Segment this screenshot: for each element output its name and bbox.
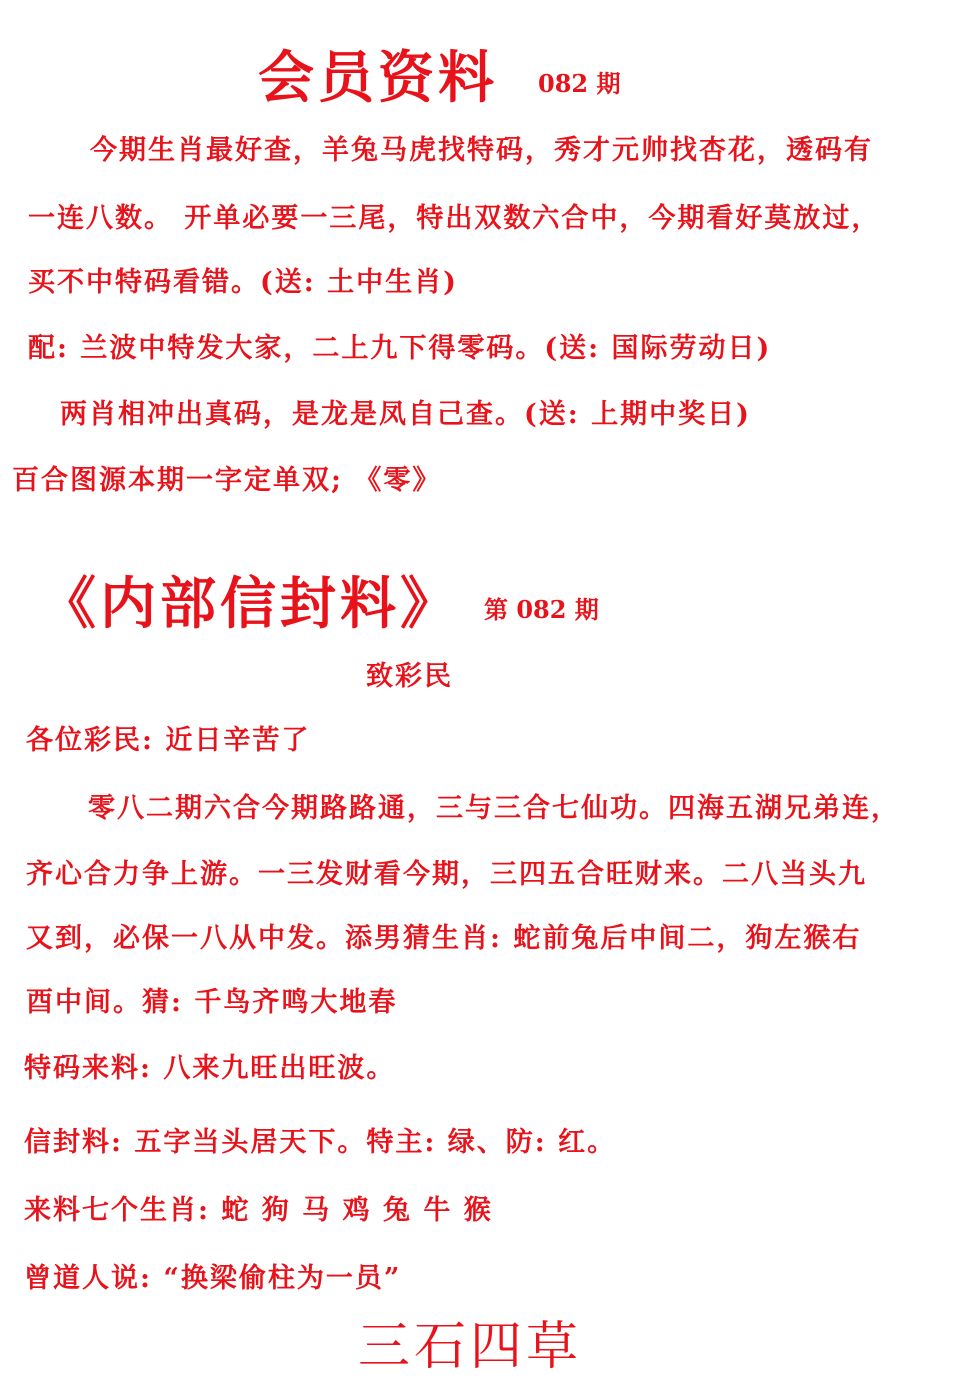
section2-title: 《内部信封料》 <box>40 571 460 637</box>
section2-line: 曾道人说: “换梁偷柱为一员” <box>24 1263 402 1294</box>
section2-subtitle: 致彩民 <box>366 661 453 692</box>
section1-line: 今期生肖最好查，羊兔马虎找特码，秀才元帅找杏花，透码有 <box>90 135 873 166</box>
section1-line: 两肖相冲出真码，是龙是凤自己查。(送: 上期中奖日) <box>60 399 751 430</box>
section2-issue: 第 082 期 <box>484 595 599 624</box>
section1-line: 配: 兰波中特发大家，二上九下得零码。(送: 国际劳动日) <box>28 333 772 364</box>
section1-line: 百合图源本期一字定单双; 《零》 <box>12 465 442 496</box>
section1-issue: 082 期 <box>538 69 621 98</box>
section1-line: 一连八数。 开单必要一三尾，特出双数六合中，今期看好莫放过， <box>28 203 881 234</box>
section2-line: 特码来料: 八来九旺出旺波。 <box>24 1053 396 1084</box>
section2-line: 零八二期六合今期路路通，三与三合七仙功。四海五湖兄弟连， <box>88 793 900 824</box>
footer-text: 三石四草 <box>358 1317 583 1377</box>
section1-title: 会员资料 <box>258 45 498 111</box>
section2-line: 又到，必保一八从中发。添男猜生肖: 蛇前兔后中间二，狗左猴右 <box>26 923 862 954</box>
section1-line: 买不中特码看错。(送: 土中生肖) <box>28 267 458 298</box>
section2-line: 齐心合力争上游。一三发财看今期，三四五合旺财来。二八当头九 <box>26 859 867 890</box>
section2-line: 酉中间。猜: 千鸟齐鸣大地春 <box>26 987 398 1018</box>
section2-line: 信封料: 五字当头居天下。特主: 绿、防: 红。 <box>24 1127 617 1158</box>
section2-line: 来料七个生肖: 蛇 狗 马 鸡 兔 牛 猴 <box>24 1195 493 1226</box>
section2-line: 各位彩民: 近日辛苦了 <box>26 725 311 756</box>
